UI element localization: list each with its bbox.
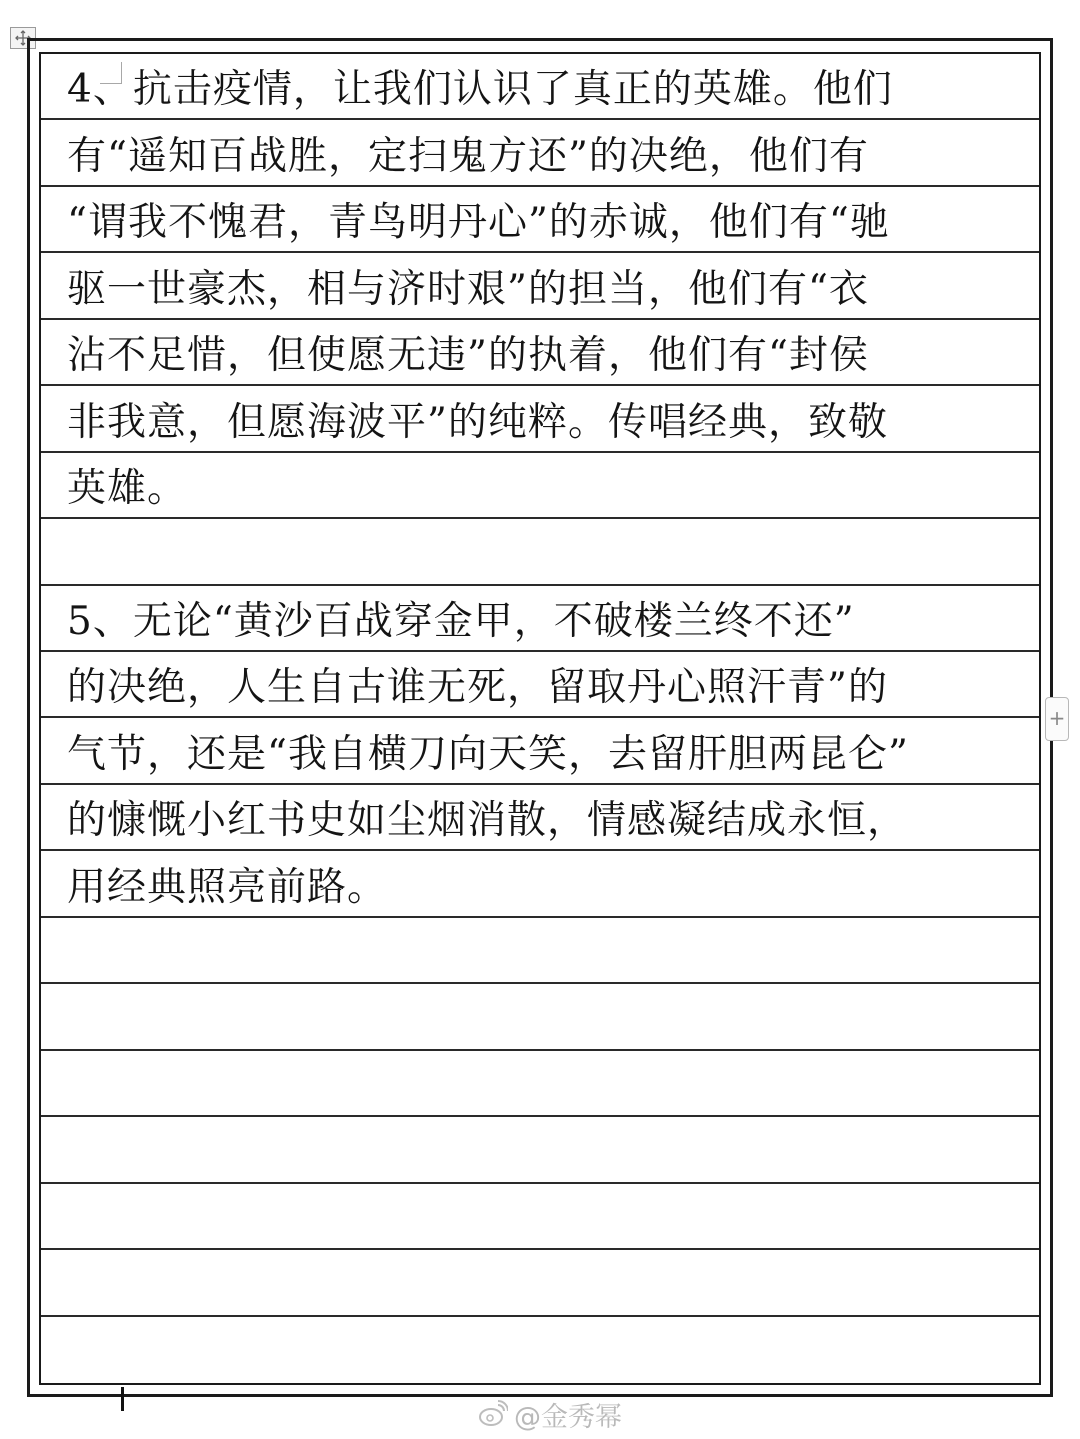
writing-row	[41, 652, 1039, 718]
watermark	[478, 1392, 622, 1436]
writing-row	[41, 453, 1039, 519]
watermark-text: @金秀幂	[514, 1401, 622, 1433]
writing-row	[41, 785, 1039, 851]
text-cursor	[121, 1387, 124, 1411]
handwritten-line: 气节，还是“我自横刀向天笑，去留肝胆两昆仑”	[67, 731, 909, 777]
handwritten-line: 用经典照亮前路。	[67, 864, 388, 910]
handwritten-line: 沾不足惜，但使愿无违”的执着，他们有“封侯	[67, 333, 869, 379]
writing-row	[41, 253, 1039, 319]
handwritten-line: 的决绝，人生自古谁无死，留取丹心照汗青”的	[67, 665, 888, 711]
handwritten-line: “谓我不愧君，青鸟明丹心”的赤诚，他们有“驰	[67, 200, 890, 246]
writing-row	[41, 1051, 1039, 1117]
writing-row	[41, 519, 1039, 585]
writing-row	[41, 386, 1039, 452]
writing-row	[41, 1250, 1039, 1316]
handwritten-line: 5、无论“黄沙百战穿金甲，不破楼兰终不还”	[67, 599, 855, 645]
writing-row	[41, 918, 1039, 984]
writing-row	[41, 54, 1039, 120]
handwritten-line: 的慷慨小红书史如尘烟消散，情感凝结成永恒，	[67, 798, 908, 844]
writing-row	[41, 1317, 1039, 1383]
writing-row	[41, 1184, 1039, 1250]
writing-row	[41, 187, 1039, 253]
writing-row	[41, 320, 1039, 386]
ruled-writing-area[interactable]	[41, 54, 1039, 1383]
weibo-logo-icon	[478, 1399, 508, 1429]
handwritten-line: 4、抗击疫情，让我们认识了真正的英雄。他们	[67, 67, 893, 113]
writing-row	[41, 851, 1039, 917]
handwritten-line: 英雄。	[67, 466, 188, 512]
writing-row	[41, 586, 1039, 652]
writing-row	[41, 984, 1039, 1050]
handwritten-line: 有“遥知百战胜，定扫鬼方还”的决绝，他们有	[67, 133, 869, 179]
writing-row	[41, 719, 1039, 785]
plus-icon: +	[1048, 706, 1066, 730]
writing-row	[41, 120, 1039, 186]
add-row-button[interactable]	[1045, 697, 1069, 741]
handwritten-line: 驱一世豪杰，相与济时艰”的担当，他们有“衣	[67, 266, 869, 312]
handwritten-line: 非我意，但愿海波平”的纯粹。传唱经典，致敬	[67, 399, 888, 445]
writing-row	[41, 1117, 1039, 1183]
